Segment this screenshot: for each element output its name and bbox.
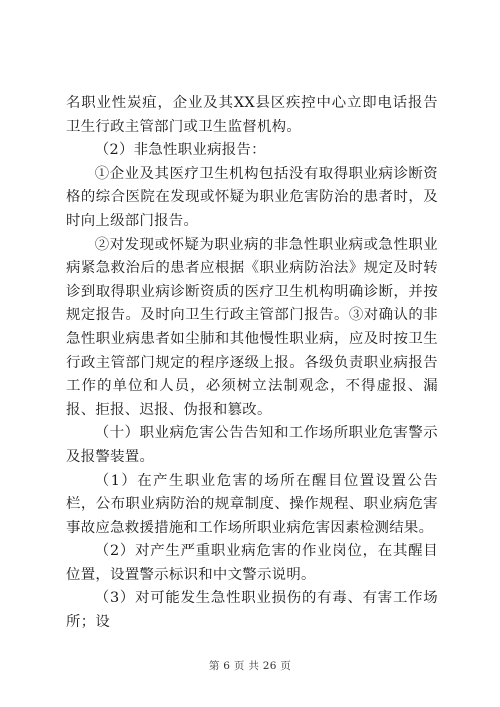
paragraph-2: （2）非急性职业病报告：: [94, 142, 266, 159]
paragraph-4: ②对发现或怀疑为职业病的非急性职业病或急性职业病紧急救治后的患者应根据《职业病防治法》规定及时转诊到取得职业病诊断资质的医疗卫生机构明确诊断，并按规定报告。及时向卫生行政主管部门报告。③对确认的非急性职业病患者如尘肺和其他慢性职业病，应及时按卫生行政主管部门规定的程序逐级上报。各级负责职业病报告工作的单位和人员，必须树立法制观念，不得虚报、漏报、拒报、迟报、伪报和篡改。: [66, 236, 438, 418]
paragraph-1: 名职业性炭疽，企业及其XX县区疾控中心立即电话报告卫生行政主管部门或卫生监督机构。: [66, 95, 438, 135]
paragraph-8: （3）对可能发生急性职业损伤的有毒、有害工作场所；设: [66, 590, 438, 631]
paragraph-5: （十）职业病危害公告告知和工作场所职业危害警示及报警装置。: [66, 425, 438, 465]
body-text: [66, 92, 438, 635]
page-footer: 第 6 页 共 26 页: [208, 660, 292, 672]
paragraph-7: （2）对产生严重职业病危害的作业岗位，在其醒目位置，设置警示标识和中文警示说明。: [66, 543, 438, 583]
paragraph-3: ①企业及其医疗卫生机构包括没有取得职业病诊断资格的综合医院在发现或怀疑为职业危害防治的患者时，及时向上级部门报告。: [66, 165, 438, 229]
paragraph-6: （1）在产生职业危害的场所在醒目位置设置公告栏，公布职业病防治的规章制度、操作规程、职业病危害事故应急救援措施和工作场所职业病危害因素检测结果。: [66, 472, 438, 536]
